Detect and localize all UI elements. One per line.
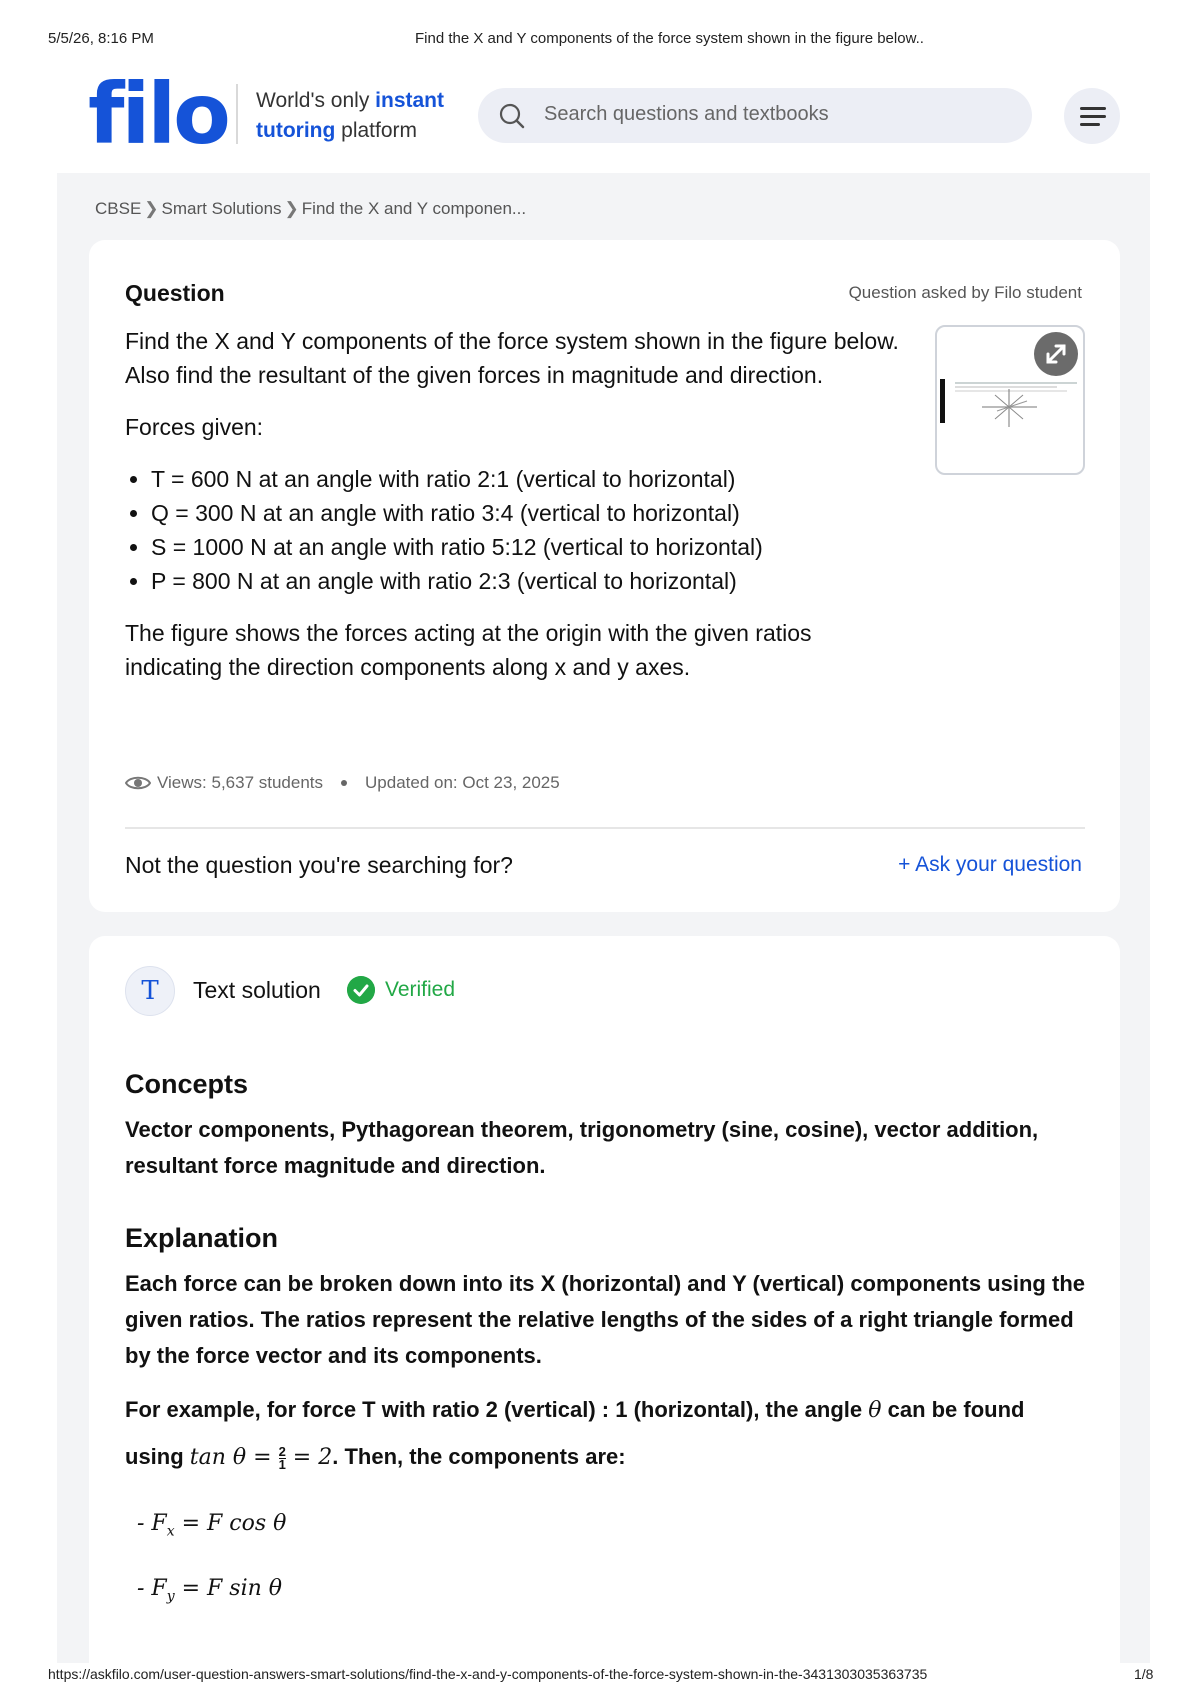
question-label: Question: [125, 280, 225, 306]
list-item: • Q = 300 N at an angle with ratio 3:4 (vertical to horizontal): [151, 496, 915, 530]
fraction-numerator: 2: [278, 1443, 286, 1459]
math-fraction: [278, 1443, 286, 1472]
tagline-highlight: tutoring: [256, 119, 336, 142]
explanation-heading: Explanation: [125, 1223, 279, 1253]
formula-text: - F: [137, 1576, 167, 1602]
expand-icon: [1034, 332, 1078, 376]
menu-button[interactable]: [1064, 88, 1120, 144]
example-text-part: For example, for force T with ratio 2 (vertical) : 1 (horizontal), the angle: [125, 1397, 869, 1422]
filo-logo[interactable]: [88, 65, 228, 163]
formula-text: = F sin θ: [174, 1576, 283, 1602]
forces-list: [125, 462, 915, 598]
fraction-denominator: 1: [278, 1456, 286, 1472]
figure-note: The figure shows the forces acting at the origin with the given ratios indicating the direction components along x and y axes.: [125, 620, 812, 680]
tagline-text: platform: [335, 119, 418, 142]
fy-formula: [125, 1571, 1085, 1614]
concepts-heading: Concepts: [125, 1069, 249, 1099]
solution-body: [125, 1064, 1085, 1615]
question-card: [89, 240, 1120, 912]
logo-text: filo: [88, 65, 228, 163]
ask-question-link[interactable]: + Ask your question: [898, 853, 1082, 876]
verified-check-icon: [347, 976, 375, 1004]
formula-sub: y: [166, 1588, 175, 1605]
fx-formula: [125, 1506, 1085, 1549]
not-the-question-text: Not the question you're searching for?: [125, 852, 513, 878]
then-text: . Then, the components are:: [332, 1444, 626, 1469]
formula-sub: x: [166, 1523, 175, 1540]
search-icon: [498, 102, 526, 130]
example-text-part: can be found: [881, 1397, 1025, 1422]
tagline-text: World's only: [256, 89, 376, 112]
breadcrumb-item-smart-solutions[interactable]: Smart Solutions: [161, 199, 282, 218]
math-equals: = 2: [285, 1445, 333, 1470]
chevron-right-icon: ❯: [144, 199, 159, 218]
using-text: [125, 1439, 1085, 1476]
formula-text: - F: [137, 1511, 167, 1536]
separator-dot: [341, 780, 347, 786]
print-footer: [0, 1666, 1200, 1686]
eye-icon: [125, 774, 151, 792]
page-number: 1/8: [1134, 1666, 1154, 1682]
hamburger-line: [1080, 115, 1106, 118]
print-header: [0, 30, 1200, 50]
asked-by: Question asked by Filo student: [848, 283, 1082, 302]
breadcrumb-item-current: Find the X and Y componen...: [301, 199, 527, 218]
divider: [125, 827, 1085, 829]
print-timestamp: 5/5/26, 8:16 PM: [48, 30, 154, 47]
breadcrumb: [95, 199, 526, 219]
list-item: • T = 600 N at an angle with ratio 2:1 (vertical to horizontal): [151, 462, 915, 496]
list-item: • P = 800 N at an angle with ratio 2:3 (vertical to horizontal): [151, 564, 915, 598]
explanation-text: Each force can be broken down into its X (horizontal) and Y (vertical) components using the given ratios. The ratios represent the relative lengths of the sides of a right triangle formed by the force vector and its components.: [125, 1271, 1085, 1368]
using-label: using: [125, 1444, 190, 1469]
tagline: [256, 86, 444, 146]
question-intro: Find the X and Y components of the force system shown in the figure below. Also find the resultant of the given forces in magnitude and direction.: [125, 328, 899, 388]
solution-card: [89, 936, 1120, 1696]
question-body: [125, 324, 915, 702]
forces-heading: Forces given:: [125, 414, 264, 440]
print-title: Find the X and Y components of the force system shown in the figure below..: [415, 30, 924, 47]
views-count: Views: 5,637 students: [157, 773, 324, 792]
verified-label: Verified: [385, 978, 456, 1001]
expand-image-button[interactable]: [1034, 332, 1078, 376]
chevron-right-icon: ❯: [284, 199, 299, 218]
breadcrumb-item-cbse[interactable]: CBSE: [95, 199, 142, 218]
search-bar[interactable]: [478, 88, 1032, 143]
hamburger-menu-icon: [1080, 107, 1106, 110]
formula-text: = F cos θ: [174, 1511, 287, 1536]
math-tan: tan θ =: [189, 1445, 279, 1470]
search-input[interactable]: Search questions and textbooks: [544, 103, 829, 125]
tagline-highlight: instant: [375, 89, 445, 112]
hamburger-line: [1080, 123, 1100, 126]
updated-date: Updated on: Oct 23, 2025: [365, 773, 560, 792]
list-item: • S = 1000 N at an angle with ratio 5:12 (vertical to horizontal): [151, 530, 915, 564]
text-solution-title: Text solution: [193, 977, 321, 1003]
question-meta: [125, 773, 560, 793]
math-theta: θ: [868, 1398, 882, 1423]
page-url: https://askfilo.com/user-question-answers-smart-solutions/find-the-x-and-y-components-of-the-force-system-shown-in-the-3431303035363735: [48, 1666, 928, 1682]
concepts-text: Vector components, Pythagorean theorem, trigonometry (sine, cosine), vector addition, resultant force magnitude and direction.: [125, 1117, 1039, 1178]
text-solution-badge: T: [125, 966, 175, 1016]
logo-divider: [236, 84, 238, 144]
example-text: [125, 1392, 1085, 1429]
